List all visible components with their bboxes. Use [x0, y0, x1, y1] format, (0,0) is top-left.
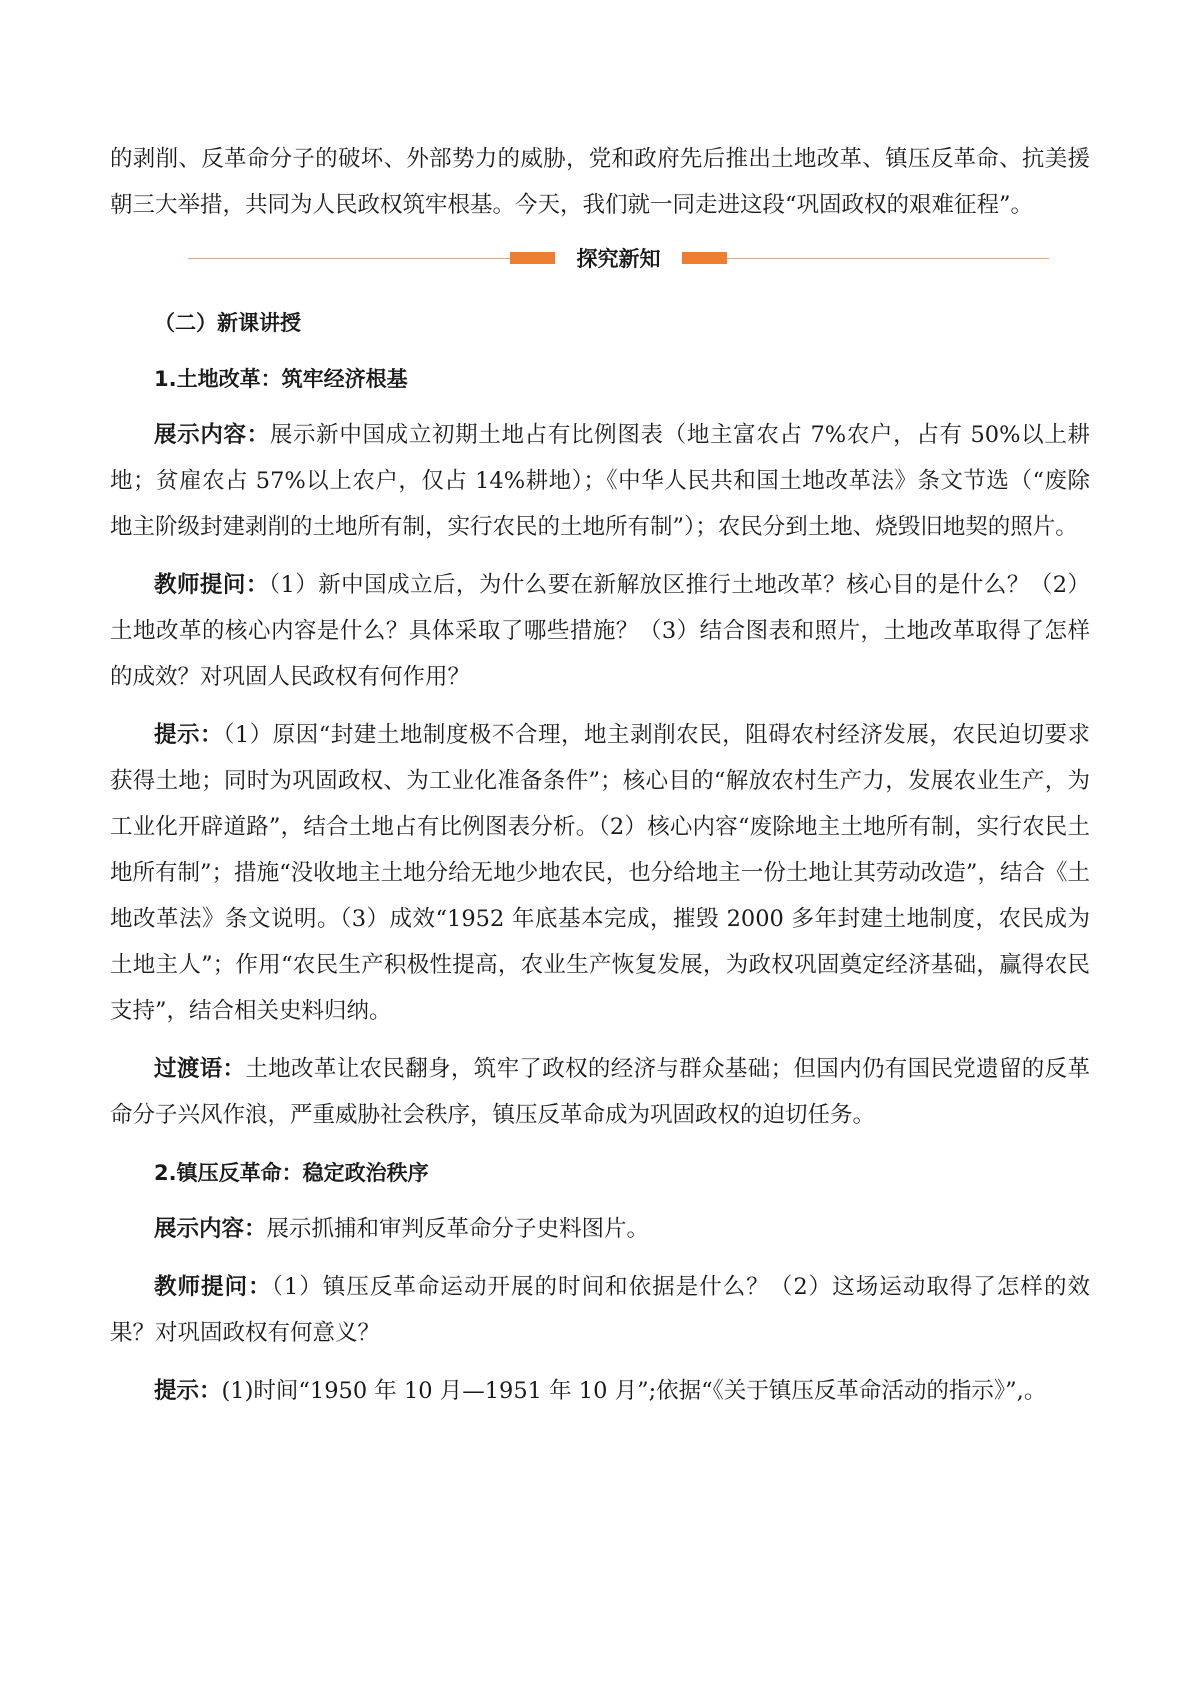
- transition-text: 土地改革让农民翻身，筑牢了政权的经济与群众基础；但国内仍有国民党遗留的反革命分子兴风作浪，严重威胁社会秩序，镇压反革命成为巩固政权的迫切任务。: [110, 1056, 1090, 1128]
- banner-line-left: [188, 258, 510, 259]
- section-heading: （二）新课讲授: [154, 311, 301, 335]
- topic2-heading: 2.镇压反革命：稳定政治秩序: [154, 1161, 429, 1185]
- topic1-hint-paragraph: [110, 712, 1090, 1034]
- hint-label: 提示：: [154, 1378, 222, 1404]
- topic1-transition-paragraph: [110, 1046, 1090, 1138]
- question-text: （1）新中国成立后，为什么要在新解放区推行土地改革？核心目的是什么？（2）土地改革的核心内容是什么？具体采取了哪些措施？（3）结合图表和照片，土地改革取得了怎样的成效？对巩固人民政权有何作用？: [110, 572, 1090, 690]
- display-text: 展示新中国成立初期土地占有比例图表（地主富农占 7%农户，占有 50%以上耕地；贫雇农占 57%以上农户，仅占 14%耕地）；《中华人民共和国土地改革法》条文节选（“废除地主阶级封建剥削的土地所有制，实行农民的土地所有制”）；农民分到土地、烧毁旧地契的照片。: [110, 422, 1090, 540]
- banner-label: 探究新知: [555, 243, 682, 275]
- transition-label: 过渡语：: [154, 1056, 246, 1082]
- question-label: 教师提问：: [154, 1274, 272, 1300]
- topic1-question-paragraph: [110, 562, 1090, 700]
- hint-text: (1)时间“1950 年 10 月—1951 年 10 月”;依据“《关于镇压反革命活动的指示》”,。: [221, 1378, 1047, 1404]
- topic2-question-paragraph: [110, 1264, 1090, 1356]
- question-text: （1）镇压反革命运动开展的时间和依据是什么？（2）这场运动取得了怎样的效果？对巩固政权有何意义？: [110, 1274, 1090, 1346]
- display-label: 展示内容：: [154, 1216, 267, 1242]
- banner-line-right: [727, 258, 1049, 259]
- section-banner: [110, 234, 1090, 288]
- topic1-heading: 1.土地改革：筑牢经济根基: [154, 367, 408, 391]
- question-label: 教师提问：: [154, 572, 269, 598]
- hint-text: （1）原因“封建土地制度极不合理，地主剥削农民，阻碍农村经济发展，农民迫切要求获得土地；同时为巩固政权、为工业化准备条件”；核心目的“解放农村生产力，发展农业生产，为工业化开辟道路”，结合土地占有比例图表分析。（2）核心内容“废除地主土地所有制，实行农民土地所有制”；措施“没收地主土地分给无地少地农民，也分给地主一份土地让其劳动改造”，结合《土地改革法》条文说明。（3）成效“1952 年底基本完成，摧毁 2000 多年封建土地制度，农民成为土地主人”；作用“农民生产积极性提高，农业生产恢复发展，为政权巩固奠定经济基础，赢得农民支持”，结合相关史料归纳。: [110, 722, 1090, 1024]
- topic2-display-paragraph: [110, 1206, 1090, 1252]
- topic2-hint-paragraph: [110, 1368, 1090, 1414]
- topic1-display-paragraph: [110, 412, 1090, 550]
- intro-paragraph: 的剥削、反革命分子的破坏、外部势力的威胁，党和政府先后推出土地改革、镇压反革命、抗美援朝三大举措，共同为人民政权筑牢根基。今天，我们就一同走进这段“巩固政权的艰难征程”。: [110, 146, 1090, 218]
- display-text: 展示抓捕和审判反革命分子史料图片。: [266, 1216, 650, 1242]
- display-label: 展示内容：: [154, 422, 270, 448]
- document-body: [110, 136, 1090, 1426]
- hint-label: 提示：: [154, 722, 224, 748]
